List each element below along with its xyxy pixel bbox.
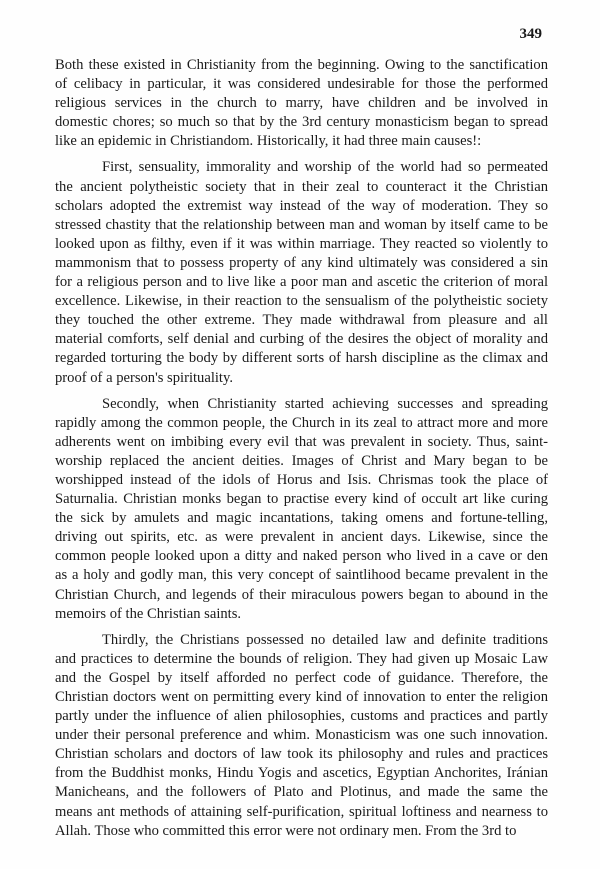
text-line: mammonism that to possess property of any kind ultimately was considered a sin [55, 254, 548, 271]
text-line: of celibacy in particular, it was considered undesirable for those the performed [55, 76, 548, 93]
page-number: 349 [519, 26, 542, 42]
text-line: memoirs of the Christian saints. [55, 605, 242, 622]
text-line: adherents went on imbibing every evil that was prevalent in society. Thus, saint- [55, 433, 548, 450]
text-line: domestic chores; so much so that by the 3rd century monasticism began to spread [55, 114, 548, 131]
text-line: Allah. Those who committed this error were not ordinary men. From the 3rd to [55, 822, 517, 839]
text-line: religious services in the church to marry, have children and be involved in [55, 95, 548, 112]
text-line: means ant methods of attaining self-purification, spiritual loftiness and nearness to [55, 803, 548, 820]
text-line: as a holy and godly man, this very concept of saintlihood became prevalent in the [55, 567, 548, 584]
text-line: for a religious person and to live like a poor man and ascetic the criterion of moral [55, 274, 548, 291]
text-line: Both these existed in Christianity from the beginning. Owing to the sanctification [55, 57, 548, 73]
text-line: Christian scholars and doctors of law took its philosophy and rules and practices [55, 746, 548, 763]
text-line: like an epidemic in Christiandom. Historically, it had three main causes!: [55, 133, 482, 150]
body-text [55, 56, 548, 841]
text-line: the sick by amulets and magic incantations, taking omens and fortune-telling, [55, 510, 548, 527]
text-line: worship replaced the ancient deities. Images of Christ and Mary began to be [55, 452, 548, 469]
text-line: Manicheans, and the followers of Plato and Plotinus, and made the same the [55, 784, 548, 801]
text-line: rapidly among the common people, the Church in its zeal to attract more and more [55, 414, 548, 431]
text-line: looked upon as filthy, even if it was within marriage. They reacted so violently to [55, 235, 548, 252]
text-line: common people looked upon a ditty and naked person who lived in a cave or den [55, 548, 548, 565]
paragraph [55, 631, 548, 841]
text-line: First, sensuality, immorality and worship of the world had so permeated [102, 159, 548, 176]
text-line: Christian Church, and legends of their miraculous powers began to abound in the [55, 586, 548, 603]
text-line: scholars adopted the extremist way instead of the way of moderation. They so [55, 197, 548, 214]
text-line: stressed chastity that the relationship between man and woman by itself came to be [55, 216, 548, 233]
paragraph [55, 395, 548, 624]
text-line: worshipped instead of the idols of Horus and Isis. Chrismas took the place of [55, 471, 548, 488]
text-line: under their personal preference and whim. Monasticism was one such innovation. [55, 727, 548, 744]
text-line: from the Buddhist monks, Hindu Yogis and ascetics, Egyptian Anchorites, Iránian [55, 765, 548, 782]
text-line: driving out spirits, etc. as were prevalent in ancient days. Likewise, since the [55, 529, 548, 546]
text-line: partly under the influence of alien philosophies, customs and practices and partly [55, 708, 548, 725]
text-line: excellence. Likewise, in their reaction to the sensualism of the polytheistic society [55, 293, 548, 310]
text-line: proof of a person's spirituality. [55, 369, 233, 386]
paragraph [55, 56, 548, 151]
paragraph [55, 158, 548, 387]
text-line: the ancient polytheistic society that in their zeal to counteract it the Christian [55, 178, 548, 195]
text-line: and the Gospel by itself afforded no perfect code of guidance. Therefore, the [55, 669, 548, 686]
text-line: Saturnalia. Christian monks began to practise every kind of occult art like curing [55, 491, 548, 508]
text-line: they touched the other extreme. They made withdrawal from pleasure and all [55, 312, 548, 329]
text-line: material comforts, self denial and curbing of the desires the object of morality and [55, 331, 548, 348]
text-line: Christian doctors went on permitting every kind of innovation to enter the religion [55, 689, 548, 705]
text-line: and practices to determine the bounds of religion. They had given up Mosaic Law [55, 650, 548, 667]
text-line: regarded torturing the body by different sorts of harsh discipline as the climax and [55, 350, 548, 367]
text-line: Thirdly, the Christians possessed no detailed law and definite traditions [102, 631, 548, 648]
text-line: Secondly, when Christianity started achieving successes and spreading [102, 395, 548, 412]
